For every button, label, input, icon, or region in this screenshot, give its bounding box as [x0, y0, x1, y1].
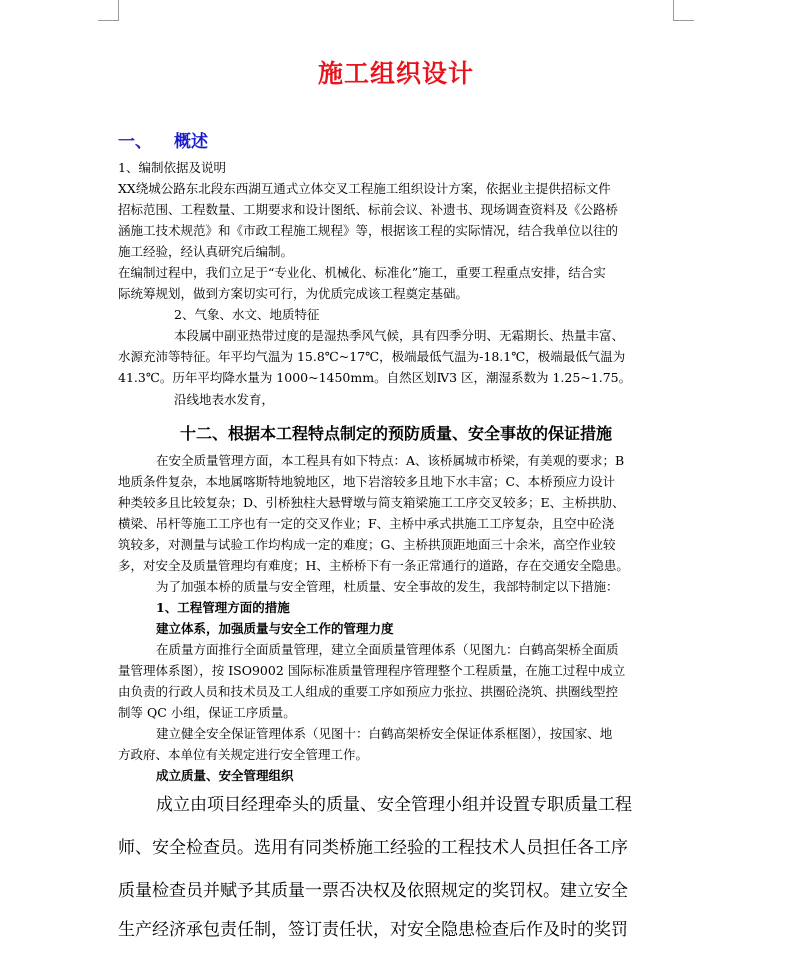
paragraph-line: 沿线地表水发育， — [174, 392, 275, 407]
paragraph-line: 建立健全安全保证管理体系（见图十：白鹤高架桥安全保证体系框图），按国家、地 — [156, 726, 613, 741]
paragraph-line-large: 师、安全检查员。选用有同类桥施工经验的工程技术人员担任各工序 — [118, 838, 628, 858]
subheading-management: 1、工程管理方面的措施 — [156, 600, 290, 615]
subheading-system: 建立体系，加强质量与安全工作的管理力度 — [156, 621, 394, 636]
section-title: 概述 — [174, 132, 208, 152]
paragraph-line: 本段属中副亚热带过度的是湿热季风气候，具有四季分明、无霜期长、热量丰富、 — [174, 328, 625, 343]
paragraph-line-large: 质量检查员并赋予其质量一票否决权及依照规定的奖罚权。建立安全 — [118, 881, 628, 901]
paragraph-line: 在编制过程中，我们立足于“专业化、机械化、标准化”施工，重要工程重点安排，结合实 — [118, 265, 606, 280]
paragraph-line: 41.3℃。历年平均降水量为 1000~1450mm。自然区划Ⅳ3 区，潮湿系数为 1.25~1.75。 — [118, 370, 632, 385]
paragraph-line-large: 成立由项目经理牵头的质量、安全管理小组并设置专职质量工程 — [156, 795, 632, 815]
section-heading-12: 十二、根据本工程特点制定的预防质量、安全事故的保证措施 — [179, 424, 612, 443]
subheading-organization: 成立质量、安全管理组织 — [156, 768, 294, 783]
paragraph-line: 制等 QC 小组，保证工序质量。 — [118, 705, 296, 720]
paragraph-line: XX绕城公路东北段东西湖互通式立体交叉工程施工组织设计方案，依据业主提供招标文件 — [118, 181, 611, 196]
paragraph-line: 方政府、本单位有关规定进行安全管理工作。 — [118, 747, 369, 762]
page-corner-mark-left — [98, 0, 119, 21]
paragraph-line: 筑较多，对测量与试验工作均构成一定的难度；G、主桥拱顶距地面三十余米，高空作业较 — [118, 537, 616, 552]
paragraph-line: 招标范围、工程数量、工期要求和设计图纸、标前会议、补遗书、现场调查资料及《公路桥 — [118, 202, 619, 217]
page-corner-mark-right — [673, 0, 694, 21]
paragraph-line: 种类较多且比较复杂；D、引桥独柱大悬臂墩与简支箱梁施工工序交叉较多；E、主桥拱肋、 — [118, 495, 625, 510]
paragraph-line: 为了加强本桥的质量与安全管理，杜质量、安全事故的发生，我部特制定以下措施： — [156, 579, 619, 594]
document-title: 施工组织设计 — [317, 59, 474, 88]
paragraph-line: 地质条件复杂，本地属喀斯特地貌地区，地下岩溶较多且地下水丰富；C、本桥预应力设计 — [118, 474, 616, 489]
paragraph-line: 在安全质量管理方面，本工程具有如下特点：A、该桥属城市桥梁，有美观的要求；B — [156, 453, 625, 468]
paragraph-line: 在质量方面推行全面质量管理，建立全面质量管理体系（见图九：白鹤高架桥全面质 — [156, 642, 619, 657]
paragraph-line: 水源充沛等特征。年平均气温为 15.8℃~17℃，极端最低气温为-18.1℃，极端最低气温为 — [118, 349, 626, 364]
section-number: 一、 — [118, 132, 152, 152]
paragraph-line-large: 生产经济承包责任制，签订责任状，对安全隐患检查后作及时的奖罚 — [118, 920, 628, 940]
subheading-basis: 1、编制依据及说明 — [118, 160, 226, 175]
section-heading-overview — [118, 127, 208, 152]
paragraph-line: 际统筹规划，做到方案切实可行，为优质完成该工程奠定基础。 — [118, 286, 469, 301]
paragraph-line: 多，对安全及质量管理均有难度；H、主桥桥下有一条正常通行的道路，存在交通安全隐患。 — [118, 558, 629, 573]
subheading-climate: 2、气象、水文、地质特征 — [174, 307, 320, 322]
paragraph-line: 施工经验，经认真研究后编制。 — [118, 244, 294, 259]
paragraph-line: 横梁、吊杆等施工工序也有一定的交叉作业；F、主桥中承式拱施工工序复杂，且空中砼浇 — [118, 516, 615, 531]
paragraph-line: 由负责的行政人员和技术员及工人组成的重要工序如预应力张拉、拱圈砼浇筑、拱圈线型控 — [118, 684, 619, 699]
paragraph-line: 量管理体系图），按 ISO9002 国际标准质量管理程序管理整个工程质量，在施工过程中成立 — [118, 663, 626, 678]
paragraph-line: 涵施工技术规范》和《市政工程施工规程》等，根据该工程的实际情况，结合我单位以往的 — [118, 223, 619, 238]
